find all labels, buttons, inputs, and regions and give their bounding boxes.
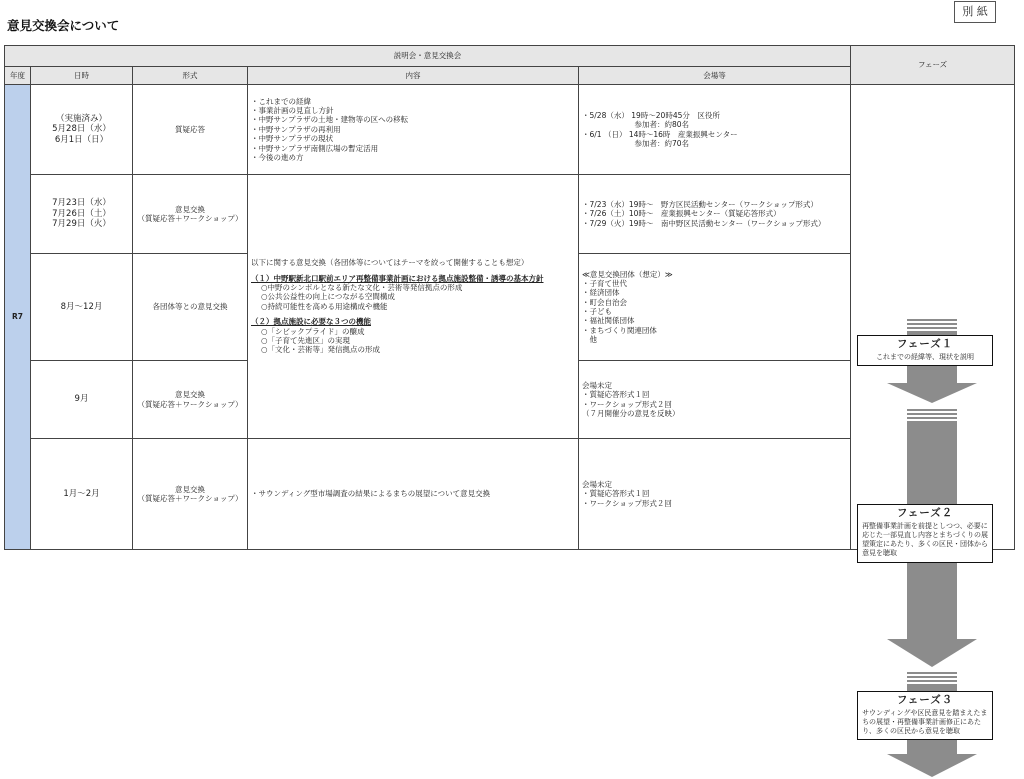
year-header: 年度 <box>5 67 31 85</box>
attachment-badge: 別 紙 <box>954 1 996 23</box>
phase-box-1 <box>857 335 993 366</box>
venue-cell: 会場未定 ・質疑応答形式１回 ・ワークショップ形式２回 <box>579 439 851 550</box>
phase-title: フェーズ１ <box>896 338 954 350</box>
date-cell: 9月 <box>31 361 133 439</box>
table-row <box>5 85 1015 175</box>
format-cell: 各団体等との意見交換 <box>133 254 248 361</box>
format-header: 形式 <box>133 67 248 85</box>
content-section2-heading: （２）拠点施設に必要な３つの機能 <box>251 317 371 327</box>
venue-cell: ≪意見交換団体（想定）≫ ・子育て世代 ・経済団体 ・町会自治会 ・子ども ・福祉関係団体 ・まちづくり関連団体 他 <box>579 254 851 361</box>
format-cell: 意見交換 （質疑応答＋ワークショップ） <box>133 175 248 254</box>
phase-description: サウンディングや区民意見を踏まえたまちの展望・再整備事業計画修正にあたり、多くの区民から意見を聴取 <box>862 709 988 736</box>
phase-header: フェーズ <box>851 46 1015 85</box>
venue-cell: ・5/28（水） 19時～20時45分 区役所 参加者：約80名 ・6/1 （日） 14時～16時 産業振興センター 参加者：約70名 <box>579 85 851 175</box>
merged-content-cell <box>248 175 579 439</box>
format-cell: 意見交換 （質疑応答＋ワークショップ） <box>133 361 248 439</box>
phase-title: フェーズ３ <box>896 694 954 706</box>
content-item: ○持続可能性を高める用途構成や機能 <box>261 301 388 311</box>
phase-title: フェーズ２ <box>896 507 954 519</box>
date-cell: 8月～12月 <box>31 254 133 361</box>
format-cell: 質疑応答 <box>133 85 248 175</box>
venue-cell: ・7/23（水）19時～ 野方区民活動センター（ワークショップ形式） ・7/26（土）10時～ 産業振興センター（質疑応答形式） ・7/29（火）19時～ 南中野区民活動センター（ワークショップ形式） <box>579 175 851 254</box>
venue-cell: 会場未定 ・質疑応答形式１回 ・ワークショップ形式２回 （７月開催分の意見を反映） <box>579 361 851 439</box>
content-item: ○公共公益性の向上につながる空間構成 <box>261 292 395 302</box>
venue-header: 会場等 <box>579 67 851 85</box>
phase-box-2 <box>857 504 993 563</box>
phase-column <box>851 85 1015 736</box>
date-cell: 1月～2月 <box>31 439 133 550</box>
phase-box-3 <box>857 691 993 740</box>
page-title: 意見交換会について <box>7 18 120 33</box>
content-section1-heading: （１）中野駅新北口駅前エリア再整備事業計画における拠点施設整備・誘導の基本方針 <box>251 273 544 283</box>
year-cell: R7 <box>5 85 31 550</box>
group-header: 説明会・意見交換会 <box>5 46 851 67</box>
date-cell: 7月23日（水） 7月26日（土） 7月29日（火） <box>31 175 133 254</box>
content-cell: ・これまでの経緯 ・事業計画の見直し方針 ・中野サンプラザの土地・建物等の区への移転 ・中野サンプラザの再利用 ・中野サンプラザの現状 ・中野サンプラザ南側広場の暫定活用 ・今後の進め方 <box>248 85 579 175</box>
content-header: 内容 <box>248 67 579 85</box>
datetime-header: 日時 <box>31 67 133 85</box>
date-cell: （実施済み） 5月28日（水） 6月1日（日） <box>31 85 133 175</box>
phase-description: これまでの経緯等、現状を説明 <box>876 353 975 362</box>
content-cell: ・サウンディング型市場調査の結果によるまちの展望について意見交換 <box>248 439 579 550</box>
content-item: ○中野のシンボルとなる新たな文化・芸術等発信拠点の形成 <box>261 283 463 293</box>
schedule-table <box>4 45 1015 736</box>
content-item: ○「子育て先進区」の実現 <box>261 335 351 345</box>
content-item: ○「シビックプライド」の醸成 <box>261 326 365 336</box>
phase-description: 再整備事業計画を前提としつつ、必要に応じた一部見直し内容とまちづくりの展望策定にあたり、多くの区民・団体から意見を聴取 <box>862 522 989 558</box>
format-cell: 意見交換 （質疑応答＋ワークショップ） <box>133 439 248 550</box>
content-item: ○「文化・芸術等」発信拠点の形成 <box>261 345 381 355</box>
content-intro: 以下に関する意見交換（各団体等についてはテーマを絞って開催することも想定） <box>251 258 529 268</box>
